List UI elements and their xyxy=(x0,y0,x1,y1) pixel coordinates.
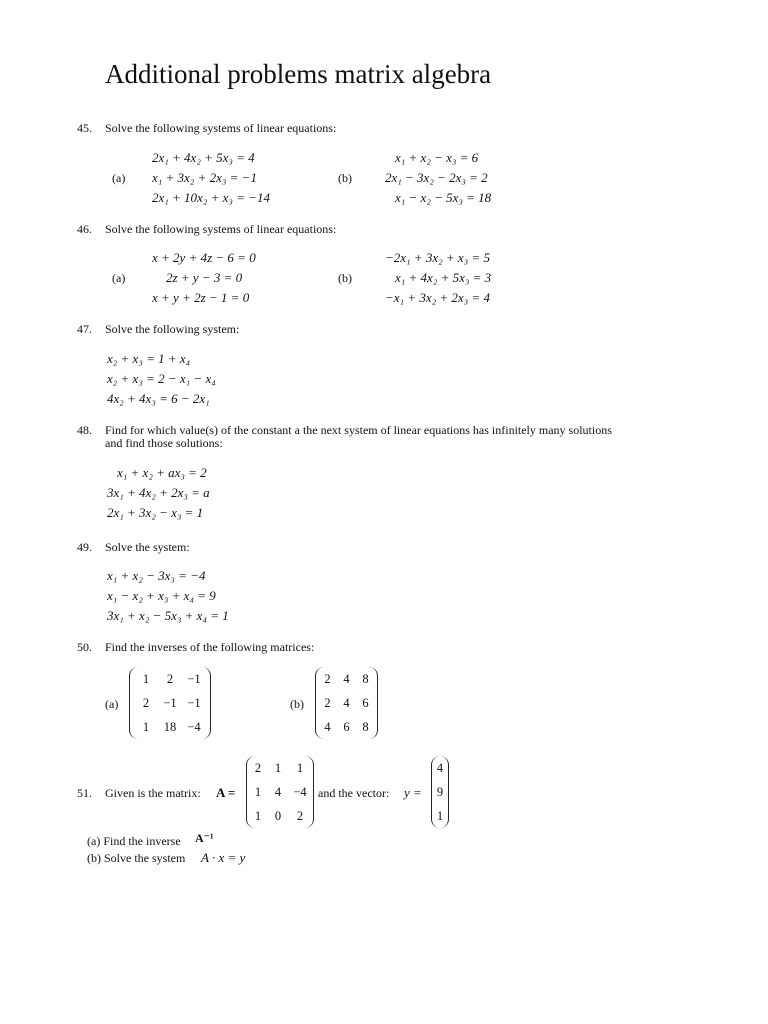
problem-46-a-eq3: x + y + 2z − 1 = 0 xyxy=(152,290,250,305)
problem-46-b-label: (b) xyxy=(338,271,352,285)
page-title: Additional problems matrix algebra xyxy=(105,59,492,89)
problem-50-matrix-a xyxy=(129,667,211,739)
problem-46-a-label: (a) xyxy=(112,271,126,285)
matrix-51-cell: 2 xyxy=(254,760,262,775)
problem-50-a-label: (a) xyxy=(105,697,119,711)
matrix-51-cell: 1 xyxy=(296,760,304,775)
matrix-a-cell: −4 xyxy=(187,719,201,734)
problem-50-number: 50. xyxy=(77,640,92,654)
matrix-a-cell: 1 xyxy=(142,719,150,734)
problem-45-b-eq1: x₁ + x₂ − x₃ = 6 xyxy=(395,150,479,165)
matrix-51-cell: 2 xyxy=(296,808,304,823)
problem-49-text: Solve the system: xyxy=(105,540,190,554)
matrix-b-cell: 6 xyxy=(362,695,369,710)
problem-51-vector xyxy=(431,756,449,828)
problem-48-eq3: 2x₁ + 3x₂ − x₃ = 1 xyxy=(107,505,204,520)
problem-51-part-a-math: A⁻¹ xyxy=(195,831,214,845)
matrix-51-cell: 1 xyxy=(254,784,262,799)
problem-51-matrix xyxy=(246,756,314,828)
matrix-b-cell: 4 xyxy=(343,671,350,686)
problem-48-eq2: 3x₁ + 4x₂ + 2x₃ = a xyxy=(107,485,210,500)
matrix-a-cell: −1 xyxy=(163,695,177,710)
matrix-b-cell: 4 xyxy=(324,719,331,734)
matrix-a-cell: 2 xyxy=(142,695,150,710)
problem-45-number: 45. xyxy=(77,121,92,135)
problem-49-number: 49. xyxy=(77,540,92,554)
problem-47-number: 47. xyxy=(77,322,92,336)
problem-46-b-eq2: x₁ + 4x₂ + 5x₃ = 3 xyxy=(395,270,492,285)
problem-51-part-b-text: (b) Solve the system xyxy=(87,851,186,865)
problem-51-part-b-math: A · x = y xyxy=(201,850,246,865)
problem-51-given-text: Given is the matrix: xyxy=(105,786,201,800)
problem-49-eq2: x₁ − x₂ + x₃ + x₄ = 9 xyxy=(107,588,216,603)
matrix-b-cell: 8 xyxy=(362,719,369,734)
problem-50-b-label: (b) xyxy=(290,697,304,711)
problem-45-b-eq2: 2x₁ − 3x₂ − 2x₃ = 2 xyxy=(385,170,488,185)
matrix-b-cell: 4 xyxy=(343,695,350,710)
matrix-a-cell: −1 xyxy=(187,671,201,686)
vector-cell: 1 xyxy=(436,808,444,823)
problem-48-eq1: x₁ + x₂ + ax₃ = 2 xyxy=(117,465,207,480)
problem-48-text-line1: Find for which value(s) of the constant a the next system of linear equations has infinitely many solutions xyxy=(105,423,612,437)
matrix-b-cell: 2 xyxy=(324,695,331,710)
problem-49-eq1: x₁ + x₂ − 3x₃ = −4 xyxy=(107,568,206,583)
problem-46-text: Solve the following systems of linear equations: xyxy=(105,222,337,236)
vector-cell: 9 xyxy=(436,784,444,799)
problem-46-b-eq1: −2x₁ + 3x₂ + x₃ = 5 xyxy=(385,250,490,265)
problem-45-a-eq3: 2x₁ + 10x₂ + x₃ = −14 xyxy=(152,190,270,205)
matrix-51-cell: 4 xyxy=(274,784,282,799)
matrix-51-cell: 1 xyxy=(254,808,262,823)
problem-48-text-line2: and find those solutions: xyxy=(105,436,223,450)
problem-51-part-a-text: (a) Find the inverse xyxy=(87,834,181,848)
problem-51-matrix-name: A = xyxy=(216,785,236,800)
problem-45-a-label: (a) xyxy=(112,171,126,185)
matrix-51-cell: 0 xyxy=(274,808,282,823)
problem-51-vector-name: y = xyxy=(404,785,422,800)
matrix-a-cell: 18 xyxy=(163,719,177,734)
matrix-51-cell: −4 xyxy=(293,784,307,799)
vector-cell: 4 xyxy=(436,760,444,775)
problem-50-text: Find the inverses of the following matrices: xyxy=(105,640,315,654)
matrix-b-cell: 2 xyxy=(324,671,331,686)
problem-45-text: Solve the following systems of linear equations: xyxy=(105,121,337,135)
matrix-a-cell: 2 xyxy=(166,671,174,686)
matrix-51-cell: 1 xyxy=(274,760,282,775)
problem-45-a-eq1: 2x₁ + 4x₂ + 5x₃ = 4 xyxy=(152,150,255,165)
problem-47-text: Solve the following system: xyxy=(105,322,240,336)
problem-45-b-label: (b) xyxy=(338,171,352,185)
problem-51-number: 51. xyxy=(77,786,92,800)
problem-47-eq1: x₂ + x₃ = 1 + x₄ xyxy=(107,351,191,366)
problem-49-eq3: 3x₁ + x₂ − 5x₃ + x₄ = 1 xyxy=(107,608,229,623)
problem-46-a-eq1: x + 2y + 4z − 6 = 0 xyxy=(152,250,256,265)
problem-46-b-eq3: −x₁ + 3x₂ + 2x₃ = 4 xyxy=(385,290,490,305)
problem-46-number: 46. xyxy=(77,222,92,236)
problem-45-a-eq2: x₁ + 3x₂ + 2x₃ = −1 xyxy=(152,170,257,185)
matrix-a-cell: 1 xyxy=(142,671,150,686)
matrix-b-cell: 6 xyxy=(343,719,350,734)
problem-50-matrix-b xyxy=(315,667,378,739)
matrix-b-cell: 8 xyxy=(362,671,369,686)
problem-51-vector-text: and the vector: xyxy=(318,786,390,800)
problem-48-number: 48. xyxy=(77,423,92,437)
problem-45-b-eq3: x₁ − x₂ − 5x₃ = 18 xyxy=(395,190,492,205)
problem-47-eq2: x₂ + x₃ = 2 − x₁ − x₄ xyxy=(107,371,216,386)
matrix-a-cell: −1 xyxy=(187,695,201,710)
problem-46-a-eq2: 2z + y − 3 = 0 xyxy=(166,270,243,285)
problem-47-eq3: 4x₂ + 4x₃ = 6 − 2x₁ xyxy=(107,391,210,406)
